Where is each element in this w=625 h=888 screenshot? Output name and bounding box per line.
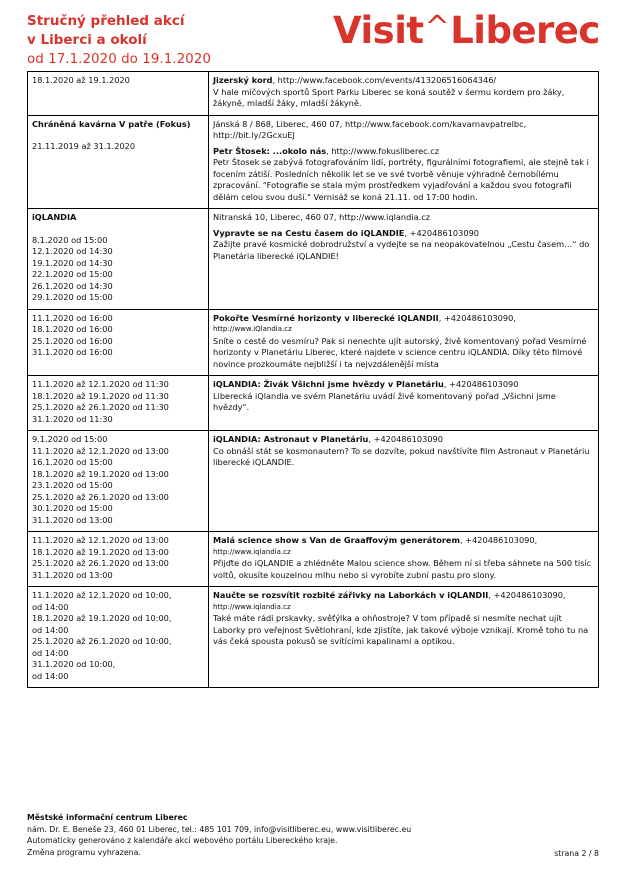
footer — [27, 812, 599, 858]
event-title: Pokořte Vesmírné horizonty v liberecké iQLANDII — [213, 312, 439, 323]
event-title: Naučte se rozsvítit rozbité zářivky na Laborkách v iQLANDII — [213, 590, 489, 600]
event-date-line: 25.1.2020 až 26.1.2020 od 10:00, — [32, 636, 172, 646]
event-info-cell — [209, 72, 599, 116]
event-info-cell — [209, 115, 599, 209]
event-url: http://www.iqlandia.cz — [213, 547, 291, 556]
event-date-line: 11.1.2020 až 12.1.2020 od 13:00 — [32, 445, 169, 456]
event-info-cell — [209, 209, 599, 310]
footer-note-changes: Změna programu vyhrazena. — [27, 847, 141, 857]
event-date-line: od 14:00 — [32, 670, 69, 681]
event-title: iQLANDIA: Živák Všichni jsme hvězdy v Planetáriu — [213, 379, 444, 389]
event-date-line: 16.1.2020 od 15:00 — [32, 457, 113, 467]
event-info-cell — [209, 376, 599, 431]
event-contact: , http://www.fokusliberec.cz — [326, 145, 440, 156]
event-date-line: 22.1.2020 od 15:00 — [32, 269, 113, 279]
event-description: Co obnáší stát se kosmonautem? To se dozvíte, pokud navštívíte film Astronaut v Planetáriu liberecké iQLANDIE. — [213, 445, 590, 467]
footer-address: nám. Dr. E. Beneše 23, 460 01 Liberec, tel.: 485 101 709, info@visitliberec.eu, www.visitliberec.eu — [27, 824, 412, 834]
event-dates-cell — [28, 72, 209, 116]
event-info-cell — [209, 309, 599, 376]
event-date-line: 23.1.2020 od 15:00 — [32, 480, 113, 490]
event-row — [28, 72, 599, 116]
event-dates-cell — [28, 431, 209, 532]
event-contact: , +420486103090 — [368, 434, 443, 444]
event-date-line: 18.1.2020 až 19.1.2020 od 10:00, — [32, 613, 172, 623]
event-heading — [213, 146, 594, 158]
event-contact: , http://www.facebook.com/events/413206516064346/ — [272, 75, 497, 85]
event-heading — [213, 590, 594, 602]
event-description: Sníte o cestě do vesmíru? Pak si nenechte ujít autorský, živě komentovaný pořad Vesmírné horizonty v Planetáriu Liberec, které najdete v science centru iQLANDIA. Díky této filmové novince prozkoumáte nejbližší i ta nejvzdálenější místa — [213, 335, 587, 369]
event-heading — [213, 379, 594, 391]
logo-caret-icon: ^ — [424, 10, 450, 45]
logo-part-visit: Visit — [333, 9, 424, 52]
event-date-line: od 14:00 — [32, 647, 69, 658]
event-description: Přijďte do iQLANDIE a zhlédněte Malou science show. Během ní si třeba sáhnete na 500 tisíc voltů, okusíte kouzelnou mlhu nebo si vyrobíte zubní pastu pro slony. — [213, 558, 592, 580]
event-url: http://www.iqlandia.cz — [213, 602, 291, 611]
event-date-line: 25.1.2020 od 16:00 — [32, 335, 113, 346]
event-date-line: 25.1.2020 až 26.1.2020 od 13:00 — [32, 558, 169, 568]
page-number: strana 2 / 8 — [554, 849, 599, 858]
event-date-line: 30.1.2020 od 15:00 — [32, 503, 113, 513]
event-date-line: 12.1.2020 od 14:30 — [32, 246, 113, 256]
event-row — [28, 376, 599, 431]
title-line-2: v Liberci a okolí — [27, 32, 147, 48]
event-date-line: 18.1.2020 až 19.1.2020 od 13:00 — [32, 468, 169, 479]
venue-name: iQLANDIA — [32, 212, 77, 222]
report-title — [27, 12, 307, 69]
event-info-cell — [209, 587, 599, 688]
event-date-line: od 14:00 — [32, 624, 69, 635]
title-line-1: Stručný přehled akcí — [27, 13, 185, 29]
event-date-line: 26.1.2020 od 14:30 — [32, 280, 113, 291]
footer-note-generated: Automaticky generováno z kalendáře akcí webového portálu Libereckého kraje. — [27, 836, 338, 845]
event-row — [28, 115, 599, 209]
event-date-line: 11.1.2020 až 12.1.2020 od 13:00 — [32, 535, 169, 545]
event-date-line: 25.1.2020 až 26.1.2020 od 13:00 — [32, 491, 169, 502]
event-contact: , +420486103090 — [443, 379, 519, 389]
event-description: Liberecká iQlandia ve svém Planetáriu uvádí živě komentovaný pořad „Všichni jsme hvězdy“. — [213, 390, 556, 412]
event-title: Petr Štosek: ...okolo nás — [213, 145, 327, 156]
event-title: Vypravte se na Cestu časem do iQLANDIE — [213, 227, 405, 238]
event-date-line: 18.1.2020 až 19.1.2020 od 13:00 — [32, 546, 169, 557]
event-contact: , +420486103090, — [438, 312, 516, 323]
event-date-line: 29.1.2020 od 15:00 — [32, 292, 113, 302]
event-info-cell — [209, 431, 599, 532]
event-date-line: 31.1.2020 od 11:30 — [32, 413, 113, 424]
event-dates-cell — [28, 376, 209, 431]
event-date-line: 18.1.2020 od 16:00 — [32, 324, 113, 334]
event-date-line: 9.1.2020 od 15:00 — [32, 434, 108, 444]
event-title: Jizerský kord — [213, 75, 273, 85]
event-contact: , +420486103090, — [488, 590, 566, 600]
event-description: Také máte rádi prskavky, svěťýlka a ohňostroje? V tom případě si nesmíte nechat ujít Laborky pro veřejnost Světlohraní, kde zjistíte, jak takové výboje vznikají. Kromě toho tu na vás čeká spousta pokusů se svítícími kapalinami a optikou. — [213, 613, 589, 646]
event-dates-cell — [28, 309, 209, 376]
event-date-line: 31.1.2020 od 10:00, — [32, 659, 116, 669]
footer-org: Městské informační centrum Liberec — [27, 813, 188, 822]
event-date-line: 11.1.2020 až 12.1.2020 od 11:30 — [32, 379, 169, 389]
event-heading — [213, 535, 594, 547]
event-date-line: 11.1.2020 až 12.1.2020 od 10:00, — [32, 590, 172, 600]
event-title: Malá science show s Van de Graaffovým generátorem — [213, 535, 460, 545]
event-description: Zažijte pravé kosmické dobrodružství a vydejte se na neopakovatelnou „Cestu časem…“ do Planetária liberecké iQLANDIE! — [213, 239, 590, 261]
event-heading — [213, 228, 594, 240]
event-date-line: 31.1.2020 od 13:00 — [32, 514, 113, 525]
event-dates-cell — [28, 209, 209, 310]
event-heading — [213, 313, 594, 325]
event-date-line: 31.1.2020 od 13:00 — [32, 569, 113, 580]
logo-part-liberec: Liberec — [450, 9, 600, 52]
event-row — [28, 587, 599, 688]
event-date-line: 18.1.2020 až 19.1.2020 od 11:30 — [32, 390, 169, 401]
event-date-line: 11.1.2020 od 16:00 — [32, 312, 113, 323]
event-row — [28, 431, 599, 532]
event-url: http://www.iQlandia.cz — [213, 325, 292, 333]
event-dates-cell — [28, 587, 209, 688]
event-title: iQLANDIA: Astronaut v Planetáriu — [213, 434, 369, 444]
events-body — [28, 72, 599, 688]
event-date-line: 21.11.2019 až 31.1.2020 — [32, 141, 136, 151]
event-description: V hale míčových sportů Sport Parku Liberec se koná soutěž v šermu kordem pro žáky, žákyně, mladší žáky, mladší žákyně. — [213, 86, 565, 108]
event-date-line: 19.1.2020 od 14:30 — [32, 257, 113, 268]
event-contact: , +420486103090, — [460, 535, 538, 545]
venue-name: Chráněná kavárna V patře (Fokus) — [32, 118, 191, 129]
event-row — [28, 209, 599, 310]
event-dates-cell — [28, 115, 209, 209]
visit-liberec-logo — [333, 6, 603, 56]
date-range: od 17.1.2020 do 19.1.2020 — [27, 51, 211, 67]
event-description: Petr Štosek se zabývá fotografováním lidí, portréty, figurálními fotografiemi, ale stejně tak i focením zátiší. Posledních několik let se ve své tvorbě věnuje výhradně černobílému zpracování. "Fotografie se stala mým prostředkem vyjadřování a každou svou fotografii dělám celou svou duší." Vernisáž se koná 21.11. od 17:00 hodin. — [213, 157, 589, 202]
event-dates-cell — [28, 532, 209, 587]
event-date-line: 18.1.2020 až 19.1.2020 — [32, 75, 130, 85]
event-date-line: od 14:00 — [32, 601, 69, 612]
event-row — [28, 309, 599, 376]
venue-address: Jánská 8 / 868, Liberec, 460 07, http://www.facebook.com/kavarnavpatrelbc, http://bit.ly/2GcxuEJ — [213, 118, 527, 140]
events-table — [27, 71, 599, 688]
event-date-line: 31.1.2020 od 16:00 — [32, 347, 113, 357]
event-date-line: 8.1.2020 od 15:00 — [32, 234, 108, 245]
event-row — [28, 532, 599, 587]
event-contact: , +420486103090 — [404, 227, 479, 238]
event-info-cell — [209, 532, 599, 587]
event-heading — [213, 434, 594, 446]
event-heading — [213, 75, 594, 87]
event-date-line: 25.1.2020 až 26.1.2020 od 11:30 — [32, 402, 169, 412]
venue-address: Nitranská 10, Liberec, 460 07, http://www.iqlandia.cz — [213, 212, 431, 222]
